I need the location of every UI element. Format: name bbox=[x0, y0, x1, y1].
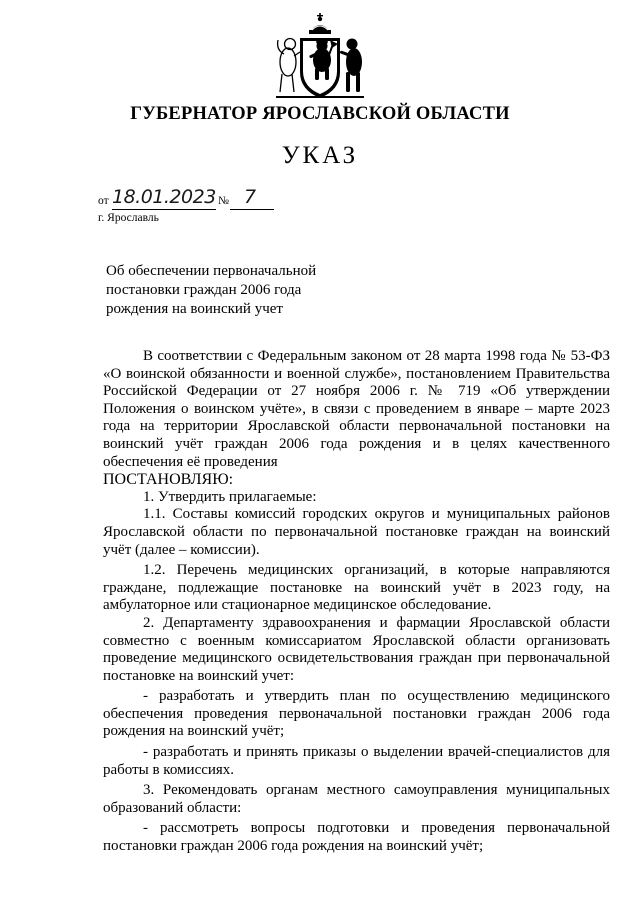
clause-2-item-b: - разработать и принять приказы о выделении врачей-специалистов для работы в комиссиях. bbox=[103, 744, 610, 778]
subject-line: Об обеспечении первоначальной bbox=[106, 263, 317, 279]
clause-1: 1. Утвердить прилагаемые: bbox=[143, 488, 317, 505]
date-number-row bbox=[98, 188, 298, 212]
subject-line: постановки граждан 2006 года bbox=[106, 282, 302, 298]
preamble-paragraph: В соответствии с Федеральным законом от 28 марта 1998 года № 53-ФЗ «О воинской обязанности и военной службе», постановлением Правительства Российской Федерации от 27 ноября 2006 г. № 719 «Об утверждении Положения о воинском учёте», в связи с проведением в январе – марте 2023 года на территории Ярославской области первоначальной постановки на воинский учёт граждан 2006 года рождения и в целях качественного обеспечения её проведения bbox=[103, 348, 610, 470]
clause-1-2: 1.2. Перечень медицинских организаций, в которые направляются граждане, подлежащие постановке на воинский учёт в 2023 году, на амбулаторное или стационарное медицинское обследование. bbox=[103, 562, 610, 614]
clause-2-item-a: - разработать и утвердить план по осуществлению медицинского обеспечения проведения первоначальной постановки граждан 2006 года рождения на воинский учёт; bbox=[103, 688, 610, 740]
document-type: УКАЗ bbox=[281, 142, 359, 169]
number-value: 7 bbox=[244, 186, 256, 208]
coat-of-arms-icon bbox=[272, 10, 368, 102]
document-body bbox=[103, 348, 610, 856]
document-subject bbox=[106, 262, 316, 319]
decree-word: ПОСТАНОВЛЯЮ: bbox=[103, 471, 234, 489]
number-prefix: № bbox=[218, 195, 229, 207]
clause-1-1: 1.1. Составы комиссий городских округов и муниципальных районов Ярославской области по первоначальной постановке граждан на воинский учёт (далее – комиссии). bbox=[103, 506, 610, 558]
date-underline bbox=[112, 209, 216, 210]
date-prefix: от bbox=[98, 195, 109, 207]
date-value: 18.01.2023 bbox=[112, 186, 216, 208]
subject-line: рождения на воинский учет bbox=[106, 301, 283, 317]
number-underline bbox=[230, 209, 274, 210]
clause-3: 3. Рекомендовать органам местного самоуправления муниципальных образований области: bbox=[103, 782, 610, 816]
clause-3-item-a: - рассмотреть вопросы подготовки и проведения первоначальной постановки граждан 2006 года рождения на воинский учёт; bbox=[103, 820, 610, 855]
place-of-issue: г. Ярославль bbox=[98, 212, 159, 224]
issuing-authority: ГУБЕРНАТОР ЯРОСЛАВСКОЙ ОБЛАСТИ bbox=[130, 104, 510, 124]
clause-2: 2. Департаменту здравоохранения и фармации Ярославской области совместно с военным комиссариатом Ярославской области организовать проведение медицинского освидетельствования граждан при первоначальной постановке на воинский учет: bbox=[103, 614, 610, 684]
